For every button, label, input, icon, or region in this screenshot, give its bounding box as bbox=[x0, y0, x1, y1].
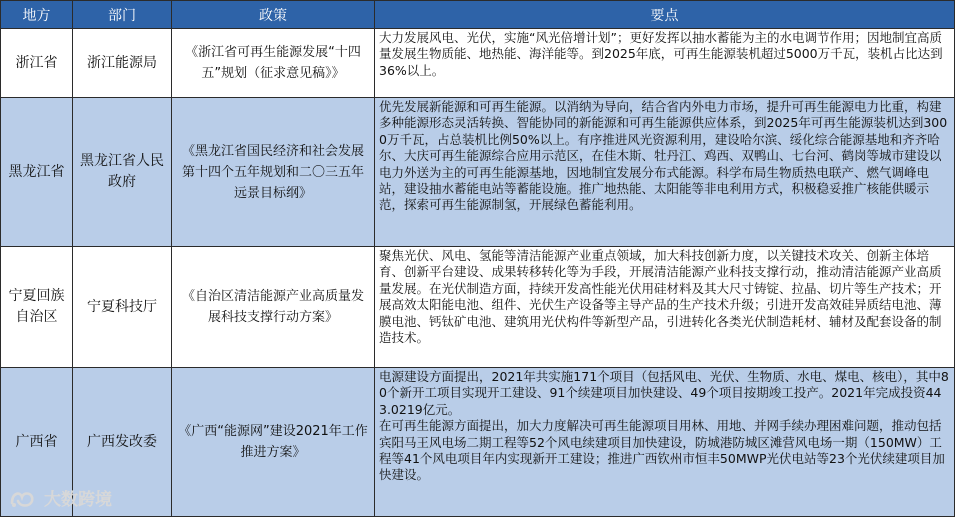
points-paragraph: 在可再生能源方面提出，加大力度解决可再生能源项目用林、用地、并网手续办理困难问题，推动包括宾阳马王风电场二期工程等52个风电续建项目加快建设，防城港防城区滩营风电场一期（150MW）工程等41个风电项目年内实现新开工建设；推进广西钦州市恒丰50MWP光伏电站等23个光伏续建项目加快建设。 bbox=[379, 418, 945, 483]
table-row-guangxi bbox=[1, 368, 955, 517]
points-cell bbox=[375, 29, 955, 98]
department-cell: 浙江能源局 bbox=[73, 29, 172, 98]
policy-cell: 《广西“能源网”建设2021年工作推进方案》 bbox=[172, 368, 375, 517]
points-cell bbox=[375, 98, 955, 247]
points-paragraph: 电源建设方面提出，2021年共实施171个项目（包括风电、光伏、生物质、水电、煤电、核电），其中80个新开工项目实现开工建设、91个续建项目加快建设、49个项目按期竣工投产。2021年完成投资443.0219亿元。 bbox=[379, 369, 949, 417]
policy-cell: 《自治区清洁能源产业高质量发展科技支撑行动方案》 bbox=[172, 247, 375, 368]
region-cell: 浙江省 bbox=[1, 29, 73, 98]
header-department: 部门 bbox=[73, 1, 172, 29]
points-paragraph: 优先发展新能源和可再生能源。以消纳为导向，结合省内外电力市场，提升可再生能源电力比重，构建多种能源形态灵活转换、智能协同的新能源和可再生能源供应体系，到2025年可再生能源装机达到3000万千瓦，占总装机比例50%以上。有序推进风光资源利用，建设哈尔滨、绥化综合能源基地和齐齐哈尔、大庆可再生能源综合应用示范区，在佳木斯、牡丹江、鸡西、双鸭山、七台河、鹤岗等城市建设以电力外送为主的可再生能源基地，因地制宜发展分布式能源。科学布局生物质热电联产、燃气调峰电站，建设抽水蓄能电站等蓄能设施。推广地热能、太阳能等非电利用方式，积极稳妥推广核能供暖示范，探索可再生能源制氢，开展绿色蓄能利用。 bbox=[379, 99, 948, 213]
watermark-text: 大数跨境 bbox=[44, 490, 112, 510]
region-cell: 黑龙江省 bbox=[1, 98, 73, 247]
points-paragraph: 聚焦光伏、风电、氢能等清洁能源产业重点领域，加大科技创新力度，以关键技术攻关、创新主体培育、创新平台建设、成果转移转化等为手段，开展清洁能源产业科技支撑行动，推动清洁能源产业高质量发展。在光伏制造方面，持续开发高性能光伏用硅材料及其大尺寸铸锭、拉晶、切片等生产技术；开展高效太阳能电池、组件、光伏生产设备等主导产品的生产技术升级；引进开发高效硅异质结电池、薄膜电池、钙钛矿电池、建筑用光伏构件等新型产品，引进转化各类光伏制造耗材、辅材及配套设备的制造技术。 bbox=[379, 248, 942, 346]
header-points: 要点 bbox=[375, 1, 955, 29]
header-policy: 政策 bbox=[172, 1, 375, 29]
department-cell: 黑龙江省人民政府 bbox=[73, 98, 172, 247]
department-cell: 宁夏科技厅 bbox=[73, 247, 172, 368]
points-cell bbox=[375, 368, 955, 517]
region-cell: 宁夏回族自治区 bbox=[1, 247, 73, 368]
table-row-heilongjiang bbox=[1, 98, 955, 247]
policy-cell: 《黑龙江省国民经济和社会发展第十四个五年规划和二〇三五年远景目标纲》 bbox=[172, 98, 375, 247]
table-row-ningxia bbox=[1, 247, 955, 368]
header-row bbox=[1, 1, 955, 29]
table-row-zhejiang bbox=[1, 29, 955, 98]
logo-icon bbox=[8, 487, 38, 509]
points-cell bbox=[375, 247, 955, 368]
header-region: 地方 bbox=[1, 1, 73, 29]
points-paragraph: 大力发展风电、光伏，实施“风光倍增计划”；更好发挥以抽水蓄能为主的水电调节作用；因地制宜高质量发展生物质能、地热能、海洋能等。到2025年底，可再生能源装机超过5000万千瓦，装机占比达到36%以上。 bbox=[379, 30, 943, 78]
watermark bbox=[8, 485, 112, 510]
region-cell: 广西省 bbox=[1, 368, 73, 517]
department-cell: 广西发改委 bbox=[73, 368, 172, 517]
policy-cell: 《浙江省可再生能源发展“十四五”规划（征求意见稿》》 bbox=[172, 29, 375, 98]
